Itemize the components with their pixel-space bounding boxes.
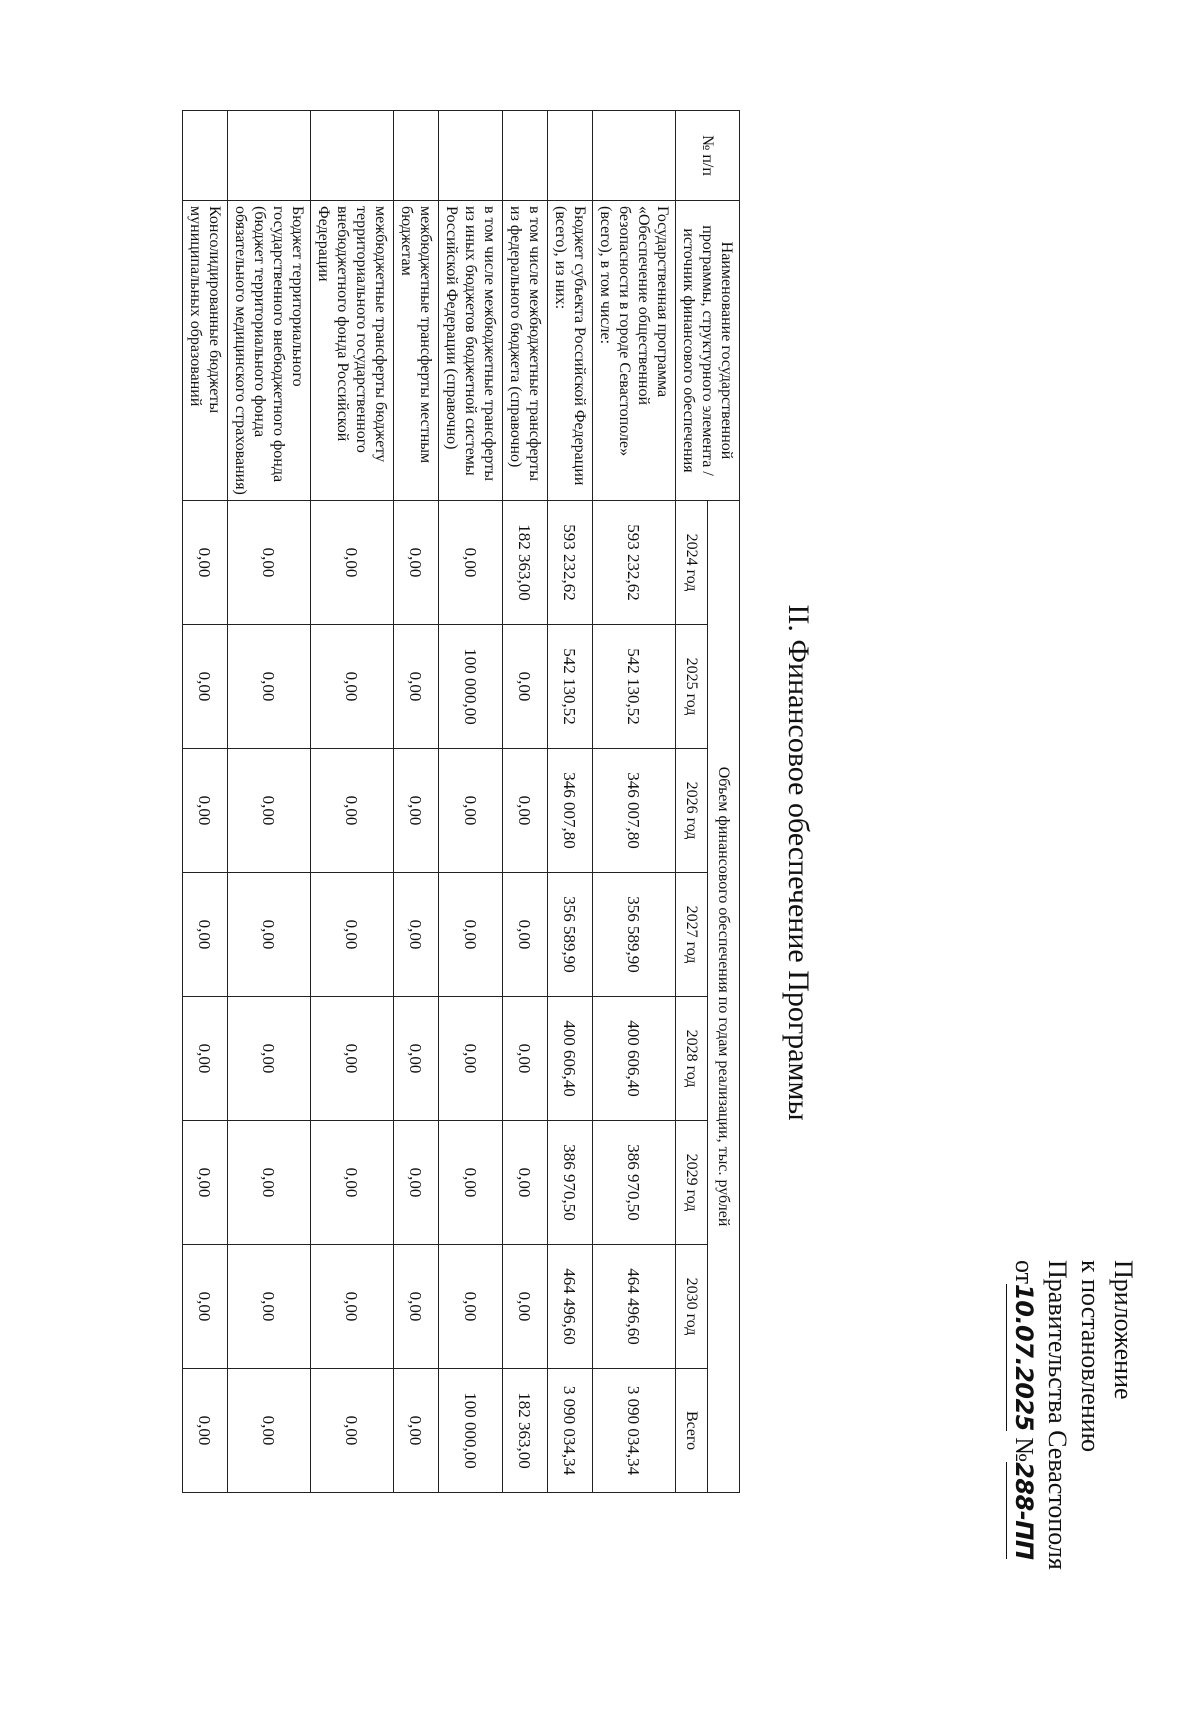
row-value-cell: 542 130,52 <box>548 625 593 749</box>
col-header-num: № п/п <box>676 111 740 201</box>
row-value-cell: 0,00 <box>503 873 548 997</box>
row-value-cell: 0,00 <box>183 1121 228 1245</box>
row-number <box>228 111 311 201</box>
table-row <box>593 111 676 1493</box>
table-body <box>183 111 676 1493</box>
number-prefix: № <box>1010 1437 1039 1463</box>
col-header-year: 2029 год <box>676 1121 708 1245</box>
row-value-cell: 0,00 <box>228 1369 311 1493</box>
row-value-cell: 100 000,00 <box>439 1369 503 1493</box>
row-value-cell: 0,00 <box>228 1245 311 1369</box>
row-value-cell: 0,00 <box>311 1369 394 1493</box>
handwritten-number: 288-ПП <box>1006 1462 1040 1559</box>
row-value-cell: 0,00 <box>228 1121 311 1245</box>
row-value-cell: 0,00 <box>228 625 311 749</box>
row-value-cell: 0,00 <box>311 749 394 873</box>
col-header-year: 2026 год <box>676 749 708 873</box>
row-value-cell: 0,00 <box>503 1121 548 1245</box>
row-value-cell: 386 970,50 <box>548 1121 593 1245</box>
header-line-3: Правительства Севастополя <box>1043 1260 1072 1570</box>
date-prefix: от <box>1010 1260 1039 1285</box>
col-header-year: 2028 год <box>676 997 708 1121</box>
col-header-year: 2027 год <box>676 873 708 997</box>
header-line-2: к постановлению <box>1076 1260 1105 1453</box>
table-row <box>439 111 503 1493</box>
col-header-year: Всего <box>676 1369 708 1493</box>
row-value-cell: 593 232,62 <box>548 501 593 625</box>
row-value-cell: 0,00 <box>183 1369 228 1493</box>
row-value-cell: 0,00 <box>503 749 548 873</box>
row-source-name: в том числе межбюджетные трансферты из федерального бюджета (справочно) <box>503 201 548 501</box>
row-source-name: межбюджетные трансферты бюджету территориального государственного внебюджетного фонда Российской Федерации <box>311 201 394 501</box>
row-number <box>548 111 593 201</box>
header-line-1: Приложение <box>1109 1260 1138 1400</box>
row-value-cell: 0,00 <box>183 501 228 625</box>
row-value-cell: 464 496,60 <box>548 1245 593 1369</box>
section-title: II. Финансовое обеспечение Программы <box>782 604 815 1121</box>
row-number <box>394 111 439 201</box>
row-value-cell: 0,00 <box>311 873 394 997</box>
row-value-cell: 0,00 <box>394 873 439 997</box>
row-value-cell: 0,00 <box>228 873 311 997</box>
col-header-year: 2025 год <box>676 625 708 749</box>
row-value-cell: 0,00 <box>439 873 503 997</box>
row-source-name: межбюджетные трансферты местным бюджетам <box>394 201 439 501</box>
row-value-cell: 542 130,52 <box>593 625 676 749</box>
col-header-name: Наименование государственной программы, структурного элемента / источник финансового обеспечения <box>676 201 740 501</box>
row-number <box>503 111 548 201</box>
row-value-cell: 0,00 <box>394 749 439 873</box>
row-value-cell: 0,00 <box>394 997 439 1121</box>
financing-table <box>182 110 740 1493</box>
col-header-group: Объем финансового обеспечения по годам реализации, тыс. рублей <box>708 501 740 1493</box>
row-value-cell: 0,00 <box>439 501 503 625</box>
row-value-cell: 0,00 <box>394 1245 439 1369</box>
row-value-cell: 0,00 <box>228 997 311 1121</box>
col-header-year: 2024 год <box>676 501 708 625</box>
row-value-cell: 0,00 <box>503 997 548 1121</box>
row-value-cell: 182 363,00 <box>503 501 548 625</box>
row-value-cell: 386 970,50 <box>593 1121 676 1245</box>
row-source-name: Бюджет субъекта Российской Федерации (всего), из них: <box>548 201 593 501</box>
row-value-cell: 464 496,60 <box>593 1245 676 1369</box>
row-value-cell: 400 606,40 <box>548 997 593 1121</box>
row-number <box>183 111 228 201</box>
row-value-cell: 356 589,90 <box>548 873 593 997</box>
row-value-cell: 0,00 <box>311 997 394 1121</box>
table-row <box>548 111 593 1493</box>
row-value-cell: 0,00 <box>439 1245 503 1369</box>
table-row <box>311 111 394 1493</box>
row-value-cell: 0,00 <box>439 1121 503 1245</box>
row-number <box>439 111 503 201</box>
row-value-cell: 0,00 <box>228 749 311 873</box>
row-value-cell: 0,00 <box>394 1369 439 1493</box>
row-value-cell: 182 363,00 <box>503 1369 548 1493</box>
row-number <box>311 111 394 201</box>
row-source-name: Государственная программа «Обеспечение общественной безопасности в городе Севастополе» (всего), в том числе: <box>593 201 676 501</box>
row-source-name: в том числе межбюджетные трансферты из иных бюджетов бюджетной системы Российской Федерации (справочно) <box>439 201 503 501</box>
col-header-year: 2030 год <box>676 1245 708 1369</box>
row-value-cell: 0,00 <box>183 749 228 873</box>
row-value-cell: 0,00 <box>183 625 228 749</box>
row-value-cell: 0,00 <box>503 1245 548 1369</box>
row-value-cell: 0,00 <box>311 501 394 625</box>
row-value-cell: 3 090 034,34 <box>548 1369 593 1493</box>
table-header-row <box>708 111 740 1493</box>
row-value-cell: 0,00 <box>183 997 228 1121</box>
table-row <box>503 111 548 1493</box>
row-value-cell: 0,00 <box>439 749 503 873</box>
row-value-cell: 0,00 <box>183 1245 228 1369</box>
row-value-cell: 400 606,40 <box>593 997 676 1121</box>
approval-header <box>1006 1260 1140 1660</box>
handwritten-date: 10.07.2025 <box>1006 1284 1040 1431</box>
row-value-cell: 593 232,62 <box>593 501 676 625</box>
row-value-cell: 346 007,80 <box>548 749 593 873</box>
table-row <box>228 111 311 1493</box>
table-row <box>183 111 228 1493</box>
row-value-cell: 346 007,80 <box>593 749 676 873</box>
row-value-cell: 0,00 <box>311 625 394 749</box>
row-value-cell: 0,00 <box>503 625 548 749</box>
row-value-cell: 100 000,00 <box>439 625 503 749</box>
row-value-cell: 0,00 <box>394 1121 439 1245</box>
row-value-cell: 3 090 034,34 <box>593 1369 676 1493</box>
header-date-line <box>1006 1260 1041 1660</box>
row-value-cell: 0,00 <box>394 625 439 749</box>
row-value-cell: 0,00 <box>439 997 503 1121</box>
row-value-cell: 0,00 <box>228 501 311 625</box>
row-value-cell: 0,00 <box>311 1121 394 1245</box>
row-value-cell: 356 589,90 <box>593 873 676 997</box>
row-number <box>593 111 676 201</box>
table-row <box>394 111 439 1493</box>
row-source-name: Бюджет территориального государственного внебюджетного фонда (бюджет территориального фонда обязательного медицинского страхования) <box>228 201 311 501</box>
row-value-cell: 0,00 <box>311 1245 394 1369</box>
row-source-name: Консолидированные бюджеты муниципальных образований <box>183 201 228 501</box>
row-value-cell: 0,00 <box>183 873 228 997</box>
row-value-cell: 0,00 <box>394 501 439 625</box>
